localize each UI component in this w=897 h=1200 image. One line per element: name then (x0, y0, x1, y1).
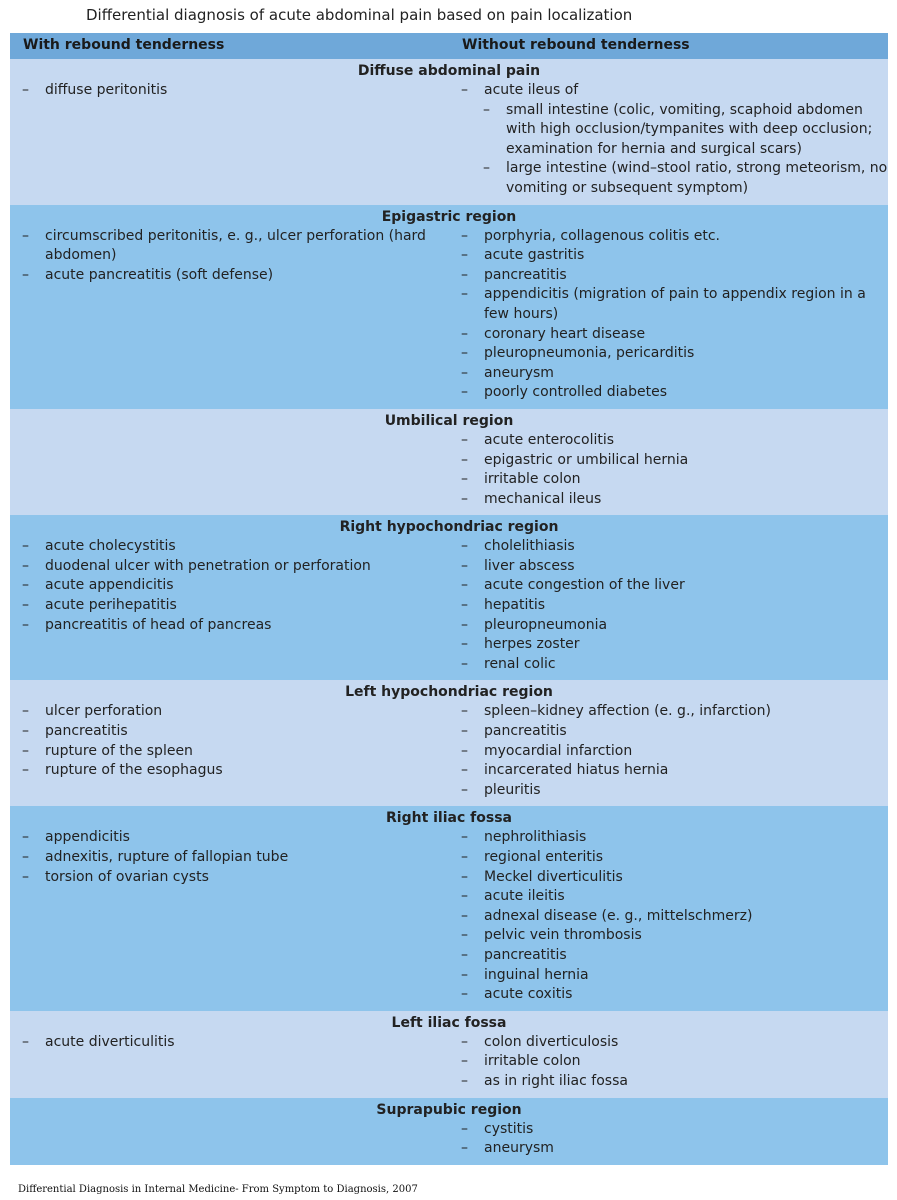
with-rebound-list (10, 537, 450, 674)
section-title: Suprapubic region (376, 1101, 522, 1118)
with-rebound-list (10, 227, 450, 403)
list-item: – cholelithiasis (450, 537, 888, 557)
list-item: – acute cholecystitis (10, 537, 450, 557)
list-item: – renal colic (450, 655, 888, 675)
list-item: – appendicitis (10, 828, 450, 848)
list-item: – acute ileitis (450, 887, 888, 907)
list-item: – rupture of the esophagus (10, 761, 450, 781)
without-rebound-list (450, 227, 888, 403)
without-rebound-list (450, 81, 888, 199)
list-item: – pleuropneumonia, pericarditis (450, 344, 888, 364)
without-rebound-list (450, 1120, 888, 1159)
list-item: – Meckel diverticulitis (450, 868, 888, 888)
section-umbilical-region (10, 409, 888, 515)
list-item: – myocardial infarction (450, 742, 888, 762)
with-rebound-list (10, 431, 450, 509)
list-item: – acute enterocolitis (450, 431, 888, 451)
list-item: – adnexitis, rupture of fallopian tube (10, 848, 450, 868)
list-item: – pleuritis (450, 781, 888, 801)
list-item: – poorly controlled diabetes (450, 383, 888, 403)
section-left-hypochondriac-region (10, 680, 888, 806)
section-right-hypochondriac-region (10, 515, 888, 680)
list-item: – duodenal ulcer with penetration or perforation (10, 557, 450, 577)
list-item: – acute coxitis (450, 985, 888, 1005)
list-item: – porphyria, collagenous colitis etc. (450, 227, 888, 247)
list-item: – irritable colon (450, 470, 888, 490)
list-item: – irritable colon (450, 1052, 888, 1072)
list-item: – aneurysm (450, 364, 888, 384)
list-item: – mechanical ileus (450, 490, 888, 510)
with-rebound-list (10, 828, 450, 1004)
header-without-rebound: Without rebound tenderness (462, 37, 690, 53)
without-rebound-list (450, 537, 888, 674)
list-item: – herpes zoster (450, 635, 888, 655)
section-title: Umbilical region (384, 412, 514, 429)
list-item: – acute diverticulitis (10, 1033, 450, 1053)
section-title: Right hypochondriac region (339, 519, 559, 536)
list-item: – circumscribed peritonitis, e. g., ulcer perforation (hard abdomen) (10, 227, 450, 266)
list-item: – coronary heart disease (450, 325, 888, 345)
list-item: – acute ileus of (450, 81, 888, 101)
sub-list-item: – small intestine (colic, vomiting, scaphoid abdomen with high occlusion/tympanites with deep occlusion; examination for hernia and surgical scars) (450, 101, 888, 160)
with-rebound-list (10, 1120, 450, 1159)
list-item: – acute gastritis (450, 246, 888, 266)
list-item: – diffuse peritonitis (10, 81, 450, 101)
list-item: – aneurysm (450, 1139, 888, 1159)
section-epigastric-region (10, 205, 888, 409)
list-item: – hepatitis (450, 596, 888, 616)
diagnosis-table (10, 33, 888, 1165)
list-item: – acute perihepatitis (10, 596, 450, 616)
list-item: – adnexal disease (e. g., mittelschmerz) (450, 907, 888, 927)
list-item: – inguinal hernia (450, 966, 888, 986)
list-item: – pancreatitis of head of pancreas (10, 616, 450, 636)
source-citation: Differential Diagnosis in Internal Medicine- From Symptom to Diagnosis, 2007 (18, 1184, 418, 1195)
section-title: Right iliac fossa (386, 810, 512, 827)
with-rebound-list (10, 81, 450, 199)
list-item: – regional enteritis (450, 848, 888, 868)
list-item: – pancreatitis (450, 722, 888, 742)
without-rebound-list (450, 1033, 888, 1092)
header-with-rebound: With rebound tenderness (23, 37, 225, 53)
table-header (10, 33, 888, 59)
sub-list-item: – large intestine (wind–stool ratio, strong meteorism, no vomiting or subsequent symptom) (450, 159, 888, 198)
list-item: – pelvic vein thrombosis (450, 926, 888, 946)
list-item: – acute congestion of the liver (450, 576, 888, 596)
list-item: – torsion of ovarian cysts (10, 868, 450, 888)
list-item: – nephrolithiasis (450, 828, 888, 848)
list-item: – pleuropneumonia (450, 616, 888, 636)
list-item: – acute pancreatitis (soft defense) (10, 266, 450, 286)
list-item: – as in right iliac fossa (450, 1072, 888, 1092)
list-item: – pancreatitis (10, 722, 450, 742)
section-diffuse-abdominal-pain (10, 59, 888, 205)
without-rebound-list (450, 431, 888, 509)
list-item: – incarcerated hiatus hernia (450, 761, 888, 781)
list-item: – liver abscess (450, 557, 888, 577)
table-caption: Differential diagnosis of acute abdominal pain based on pain localization (86, 6, 633, 24)
list-item: – pancreatitis (450, 946, 888, 966)
list-item: – colon diverticulosis (450, 1033, 888, 1053)
section-title: Epigastric region (381, 208, 517, 225)
list-item: – acute appendicitis (10, 576, 450, 596)
section-title: Left hypochondriac region (345, 684, 553, 701)
with-rebound-list (10, 702, 450, 800)
with-rebound-list (10, 1033, 450, 1092)
list-item: – rupture of the spleen (10, 742, 450, 762)
section-suprapubic-region (10, 1098, 888, 1165)
section-left-iliac-fossa (10, 1011, 888, 1098)
list-item: – cystitis (450, 1120, 888, 1140)
list-item: – epigastric or umbilical hernia (450, 451, 888, 471)
section-title: Diffuse abdominal pain (357, 63, 541, 79)
list-item: – spleen–kidney affection (e. g., infarction) (450, 702, 888, 722)
section-right-iliac-fossa (10, 806, 888, 1010)
list-item: – ulcer perforation (10, 702, 450, 722)
list-item: – appendicitis (migration of pain to appendix region in a few hours) (450, 285, 888, 324)
without-rebound-list (450, 702, 888, 800)
section-title: Left iliac fossa (391, 1014, 507, 1031)
without-rebound-list (450, 828, 888, 1004)
list-item: – pancreatitis (450, 266, 888, 286)
